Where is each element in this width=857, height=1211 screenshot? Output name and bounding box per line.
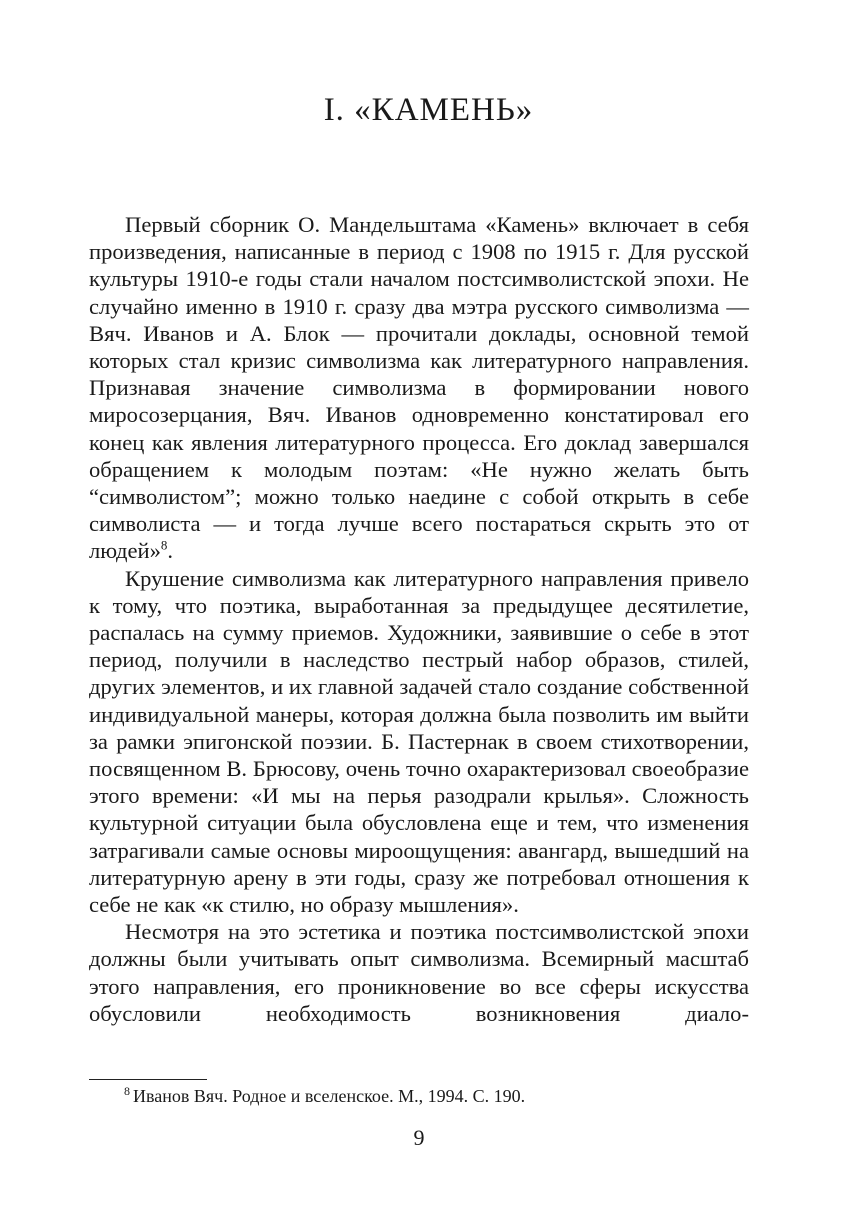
paragraph-1-text-end: .	[167, 538, 174, 564]
chapter-title: I. «КАМЕНЬ»	[323, 92, 534, 128]
footnote-text: Иванов Вяч. Родное и вселенское. М., 1994. С. 190.	[133, 1086, 526, 1106]
paragraph-1	[89, 211, 749, 565]
paragraph-2	[89, 565, 749, 919]
footnote-reference[interactable]: 8	[160, 537, 168, 553]
paragraph-3-text: Несмотря на это эстетика и поэтика постсимволистской эпохи должны были учитывать опыт символизма. Всемирный масштаб этого направления, его проникновение во все сферы искусства обусловили необходимость возникновения диало-	[89, 919, 749, 1026]
footnote-number: 8	[124, 1084, 130, 1098]
footnote	[124, 1085, 525, 1107]
footnote-divider	[89, 1079, 207, 1080]
paragraph-2-text: Крушение символизма как литературного направления привело к тому, что поэтика, выработанная за предыдущее десятилетие, распалась на сумму приемов. Художники, заявившие о себе в этот период, получили в наследство пестрый набор образов, стилей, других элементов, и их главной задачей стало создание собственной индивидуальной манеры, которая должна была позволить им выйти за рамки эпигонской поэзии. Б. Пастернак в своем стихотворении, посвященном В. Брюсову, очень точно охарактеризовал своеобразие этого времени: «И мы на перья разодрали крылья». Сложность культурной ситуации была обусловлена еще и тем, что изменения затрагивали самые основы мироощущения: авангард, вышедший на литературную арену в эти годы, сразу же потребовал отношения к себе не как «к стилю, но образу мышления».	[89, 565, 749, 918]
body-text	[89, 211, 749, 1027]
paragraph-1-text: Первый сборник О. Мандельштама «Камень» включает в себя произведения, написанные в период с 1908 по 1915 г. Для русской культуры 1910-е годы стали началом постсимволистской эпохи. Не случайно именно в 1910 г. сразу два мэтра русского символизма — Вяч. Иванов и А. Блок — прочитали доклады, основной темой которых стал кризис символизма как литературного направления. Признавая значение символизма в формировании нового миросозерцания, Вяч. Иванов одновременно констатировал его конец как явления литературного процесса. Его доклад завершался обращением к молодым поэтам: «Не нужно желать быть “символистом”; можно только наедине с собой открыть в себе символиста — и тогда лучше всего постараться скрыть это от людей»	[89, 212, 749, 564]
page-number: 9	[413, 1125, 425, 1150]
paragraph-3	[89, 918, 749, 1027]
